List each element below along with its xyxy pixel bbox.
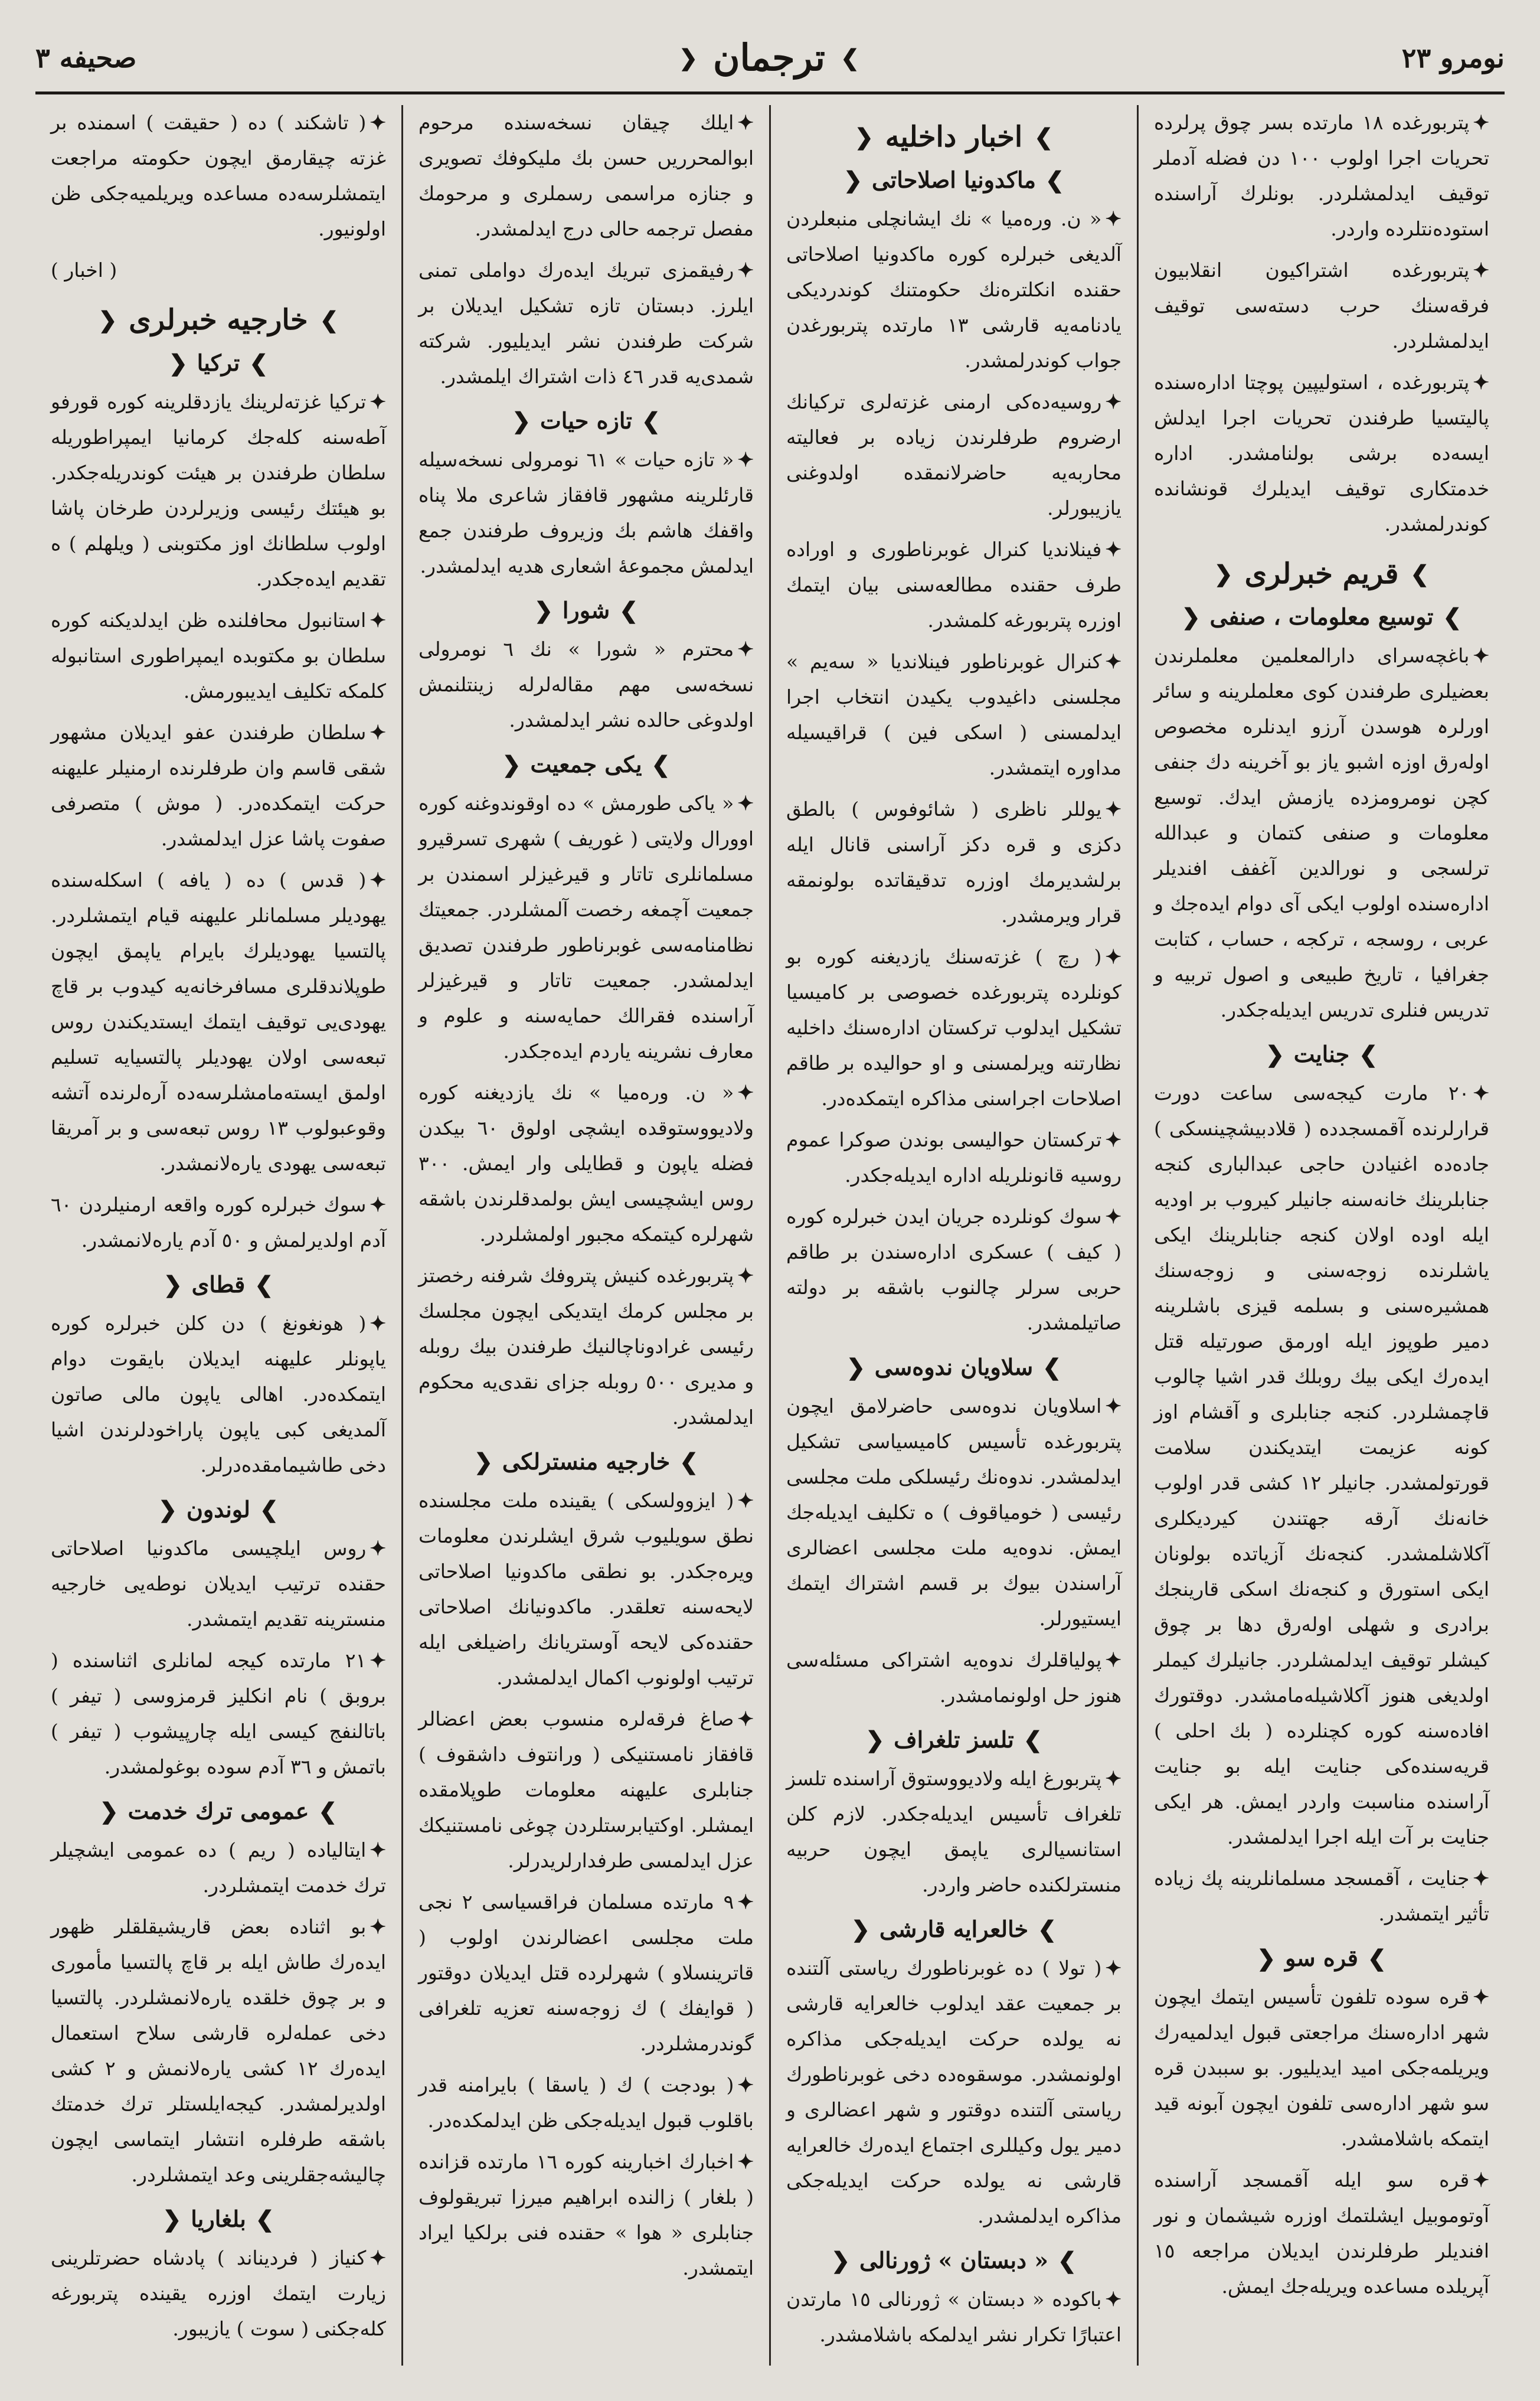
- bullet-star-icon: ✦: [737, 1081, 754, 1104]
- ornament-left-icon: ❮: [1214, 560, 1233, 587]
- news-paragraph: [786, 1951, 1122, 2234]
- news-paragraph: [1154, 253, 1489, 359]
- paragraph-text: ( رچ ) غزته‌سنك یازدیغنه کوره بو کونلرده پتربورغده خصوصی بر کامیسیا تشکیل ایدلوب ترکستان اداره‌سنك داخلیه نظارتنه ویرلمسنی و او حوالیده بر طاقم اصلاحات اجراسنی مذاکره ایتمکده‌در.: [786, 945, 1122, 1110]
- paragraph-text: بو اثناده بعض قاریشیقلقلر ظهور ایده‌رك طاش ایله بر قاچ پالتسیا مأموری و بر چوق خلقده یاره‌لانمشلردر. پالتسیا دخی عمله‌لره قارشی سلاح استعمال ایده‌رك ١٢ کشی یاره‌لانمش و ٢ کشی اولدیرلمشدر. کیجه‌ایلستلر ترك خدمتك باشقه طرفلره انتشار ایتماسی ایچون چالیشه‌جقلرینی وعد ایتمشلردر.: [51, 1915, 386, 2186]
- ornament-left-icon: ❮: [846, 1353, 865, 1380]
- news-paragraph: [786, 2282, 1122, 2353]
- news-paragraph: [786, 644, 1122, 786]
- paragraph-text: سوك خبرلره کوره واقعه ارمنیلردن ٦٠ آدم اولدیرلمش و ٥٠ آدم یاره‌لانمشدر.: [51, 1193, 386, 1252]
- bullet-star-icon: ✦: [737, 448, 754, 471]
- paragraph-text: « ن. وره‌میا » نك ایشانچلی منبعلردن آلدیغی خبرلره کوره ماکدونیا اصلاحاتی حقنده انکلتره‌نك حکومتنك کوندردیکی یادنامه‌یه قارشی ١٣ مارتده پتربورغدن جواب کوندرلمشدر.: [786, 207, 1122, 372]
- ornament-left-icon: ❮: [865, 1726, 885, 1753]
- bullet-star-icon: ✦: [737, 259, 754, 282]
- ornament-left-icon: ❮: [163, 1270, 182, 1298]
- bullet-star-icon: ✦: [737, 792, 754, 815]
- news-paragraph: [51, 1531, 386, 1637]
- ornament-right-icon: ❯: [641, 407, 661, 434]
- heading-text: بلغاریا: [191, 2206, 246, 2232]
- paragraph-text: پتربورغده ١٨ مارتده بسر چوق پرلرده تحریات اجرا اولوب ١٠٠ دن فضله آدملر توقیف ایدلمشلردر. بونلرك آراسنده استوده‌نتلرده واردر.: [1154, 111, 1489, 240]
- article-heading: [1154, 1945, 1489, 1971]
- paragraph-text: پولیاقلرك ندوه‌یه اشتراکی مسئله‌سی هنوز حل اولونمامشدر.: [786, 1648, 1122, 1707]
- news-paragraph: [1154, 365, 1489, 542]
- bullet-star-icon: ✦: [1473, 1082, 1489, 1105]
- ornament-right-icon: ❯: [619, 596, 639, 623]
- bullet-star-icon: ✦: [1105, 650, 1122, 673]
- heading-text: اخبار داخلیه: [885, 120, 1023, 153]
- heading-text: « دبستان » ژورنالی: [859, 2247, 1048, 2273]
- article-heading: [786, 166, 1122, 193]
- paragraph-text: ( بودجت ) ك ( یاسقا ) بایرامنه قدر باقلوب قبول ایدیله‌جکی ظن ایدلمکده‌در.: [418, 2073, 754, 2132]
- ornament-left-icon: ❮: [1181, 603, 1201, 630]
- paragraph-text: پتربورغده ، استولیپین پوچتا اداره‌سنده پالیتسیا طرفندن تحریات اجرا ایدلش ایسه‌ده برشی بولنامشدر. اداره خدمتکاری توقیف ایدیلرك قونشانده کوندرلمشدر.: [1154, 371, 1489, 535]
- paragraph-text: ( تولا ) ده غوبرناطورك ریاستی آلتنده بر جمعیت عقد ایدلوب خالعرایه قارشی نه یولده حرکت ایدیله‌جکی مذاکره اولونمشدر. موسقوه‌ده دخی غوبرناطورك ریاستی آلتنده دوقتور و شهر اعضالری و دمیر یول وکیللری اجتماع ایده‌رك خالعرایه قارشی نه یولده حرکت ایدیله‌جکی مذاکره ایدلمشدر.: [786, 1956, 1122, 2227]
- bullet-star-icon: ✦: [737, 111, 754, 134]
- page-label: صحیفه ٣: [35, 41, 137, 74]
- column-3: [401, 105, 769, 2366]
- bullet-star-icon: ✦: [737, 2073, 754, 2096]
- news-paragraph: [418, 2067, 754, 2138]
- bullet-star-icon: ✦: [370, 1537, 386, 1560]
- column-2: [769, 105, 1137, 2366]
- heading-text: خارجیه خبرلری: [129, 303, 308, 337]
- news-paragraph: [418, 786, 754, 1069]
- article-heading: [418, 407, 754, 434]
- paragraph-text: ٩ مارتده مسلمان فراقسیاسی ٢ نجی ملت مجلسی اعضالرندن اولوب ( قاترینسلاو ) شهرلرده قتل ایدیلان دوقتور ( قوایفك ) ك زوجه‌سنه تعزیه تلغرافی گوندرمشلردر.: [418, 1890, 754, 2055]
- paragraph-text: پتربورغ ایله ولادیووستوق آراسنده تلسز تلغراف تأسیس ایدیله‌جکدر. لازم کلن استانسیالری یاپمق ایچون حربیه منسترلکنده حاضر واردر.: [786, 1767, 1122, 1896]
- news-paragraph: [51, 1909, 386, 2193]
- paragraph-text: ( تاشکند ) ده ( حقیقت ) اسمنده بر غزته چیقارمق ایچون حکومته مراجعت ایتمشلرسه‌ده مساعده ویریلمیه‌جکی ظن اولونیور.: [51, 111, 386, 240]
- ornament-left-icon: ❮: [851, 1915, 870, 1942]
- article-heading: [51, 2206, 386, 2232]
- paragraph-text: ترکیا غزته‌لرینك یازدقلرینه کوره قورفو آطه‌سنه کله‌جك کرمانیا ایمپراطوریله سلطان طرفندن بر هیئت کوندریله‌جکدر. بو هیئتك رئیسی وزیرلردن طرخان پاشا اولوب سلطانك اوز مکتوبنی ( ویلهلم ) ه تقدیم ایده‌جکدر.: [51, 390, 386, 590]
- paragraph-text: ترکستان حوالیسی بوندن صوکرا عموم روسیه قانونلریله اداره ایدیله‌جکدر.: [786, 1128, 1122, 1187]
- ornament-right-icon: ❯: [254, 1270, 274, 1298]
- ornament-right-icon: ❯: [255, 2205, 274, 2232]
- ornament-right-icon: ❯: [1042, 1353, 1062, 1380]
- ornament-right-icon: ❯: [319, 306, 339, 333]
- bullet-star-icon: ✦: [1105, 1648, 1122, 1671]
- issue-number: نومرو ٢٣: [1401, 41, 1505, 74]
- column-1: [1137, 105, 1505, 2366]
- masthead: [679, 36, 859, 79]
- heading-text: سلاویان ندوه‌سی: [874, 1354, 1034, 1380]
- article-heading: [51, 349, 386, 376]
- paragraph-text: جنایت ، آقمسجد مسلمانلرینه پك زیاده تأثیر ایتمشدر.: [1154, 1867, 1489, 1925]
- bullet-star-icon: ✦: [370, 609, 386, 632]
- heading-text: قره سو: [1285, 1945, 1358, 1971]
- bullet-star-icon: ✦: [737, 1890, 754, 1913]
- article-heading: [786, 1354, 1122, 1380]
- bullet-star-icon: ✦: [370, 1838, 386, 1861]
- section-heading: [51, 303, 386, 337]
- ornament-right-icon: ❯: [1443, 603, 1462, 630]
- ornament-left-icon: ❮: [162, 2205, 182, 2232]
- news-paragraph: [1154, 1076, 1489, 1855]
- paragraph-text: ( ایزوولسکی ) یقینده ملت مجلسنده نطق سویلیوب شرق ایشلرندن معلومات ویره‌جکدر. بو نطقی ماکدونیا اصلاحاتی لایحه‌سنه تعلقدر. ماکدونیانك اصلاحاتی حقنده‌کی لایحه آوستریانك راضیلغی ایله ترتیب اولونوب اکمال ایدلمشدر.: [418, 1489, 754, 1689]
- article-heading: [51, 1496, 386, 1523]
- news-paragraph: [786, 1761, 1122, 1903]
- bullet-star-icon: ✦: [1473, 2168, 1489, 2191]
- news-paragraph: [51, 863, 386, 1181]
- news-paragraph: [1154, 1979, 1489, 2157]
- news-paragraph: [1154, 1861, 1489, 1932]
- paragraph-text: محترم « شورا » نك ٦ نومرولی نسخه‌سی مهم مقاله‌لرله زینتلنمش اولدوغی حالده نشر ایدلمشدر.: [418, 638, 754, 731]
- article-heading: [1154, 1041, 1489, 1067]
- article-heading: [786, 1916, 1122, 1942]
- news-paragraph: [51, 1832, 386, 1903]
- news-paragraph: [418, 253, 754, 394]
- bullet-star-icon: ✦: [1105, 1956, 1122, 1979]
- paragraph-text: کنیاز ( فردیناند ) پادشاه حضرتلرینی زیارت ایتمك اوزره یقینده پتربورغه کله‌جکنی ( سوت ) یازیبور.: [51, 2246, 386, 2340]
- paragraph-text: فینلاندیا کنرال غوبرناطوری و اوراده طرف حقنده مطالعه‌سنی بیان ایتمك اوزره پتربورغه کلمشدر.: [786, 538, 1122, 632]
- news-paragraph: [786, 1122, 1122, 1193]
- paragraph-text: قره سو ایله آقمسجد آراسنده آوتوموبیل ایشلتمك اوزره شیشمان و نور افندیلر طرفلرندن ایدیلان مراجعه ١٥ آپریلده مساعده ویریله‌جك ایمش.: [1154, 2168, 1489, 2298]
- bullet-star-icon: ✦: [1105, 1205, 1122, 1228]
- source-credit: ( اخبار ): [51, 259, 117, 282]
- bullet-star-icon: ✦: [370, 1649, 386, 1672]
- ornament-right-icon: ❯: [1058, 2246, 1077, 2273]
- bullet-star-icon: ✦: [1105, 1767, 1122, 1790]
- heading-text: عمومی ترك خدمت: [127, 1798, 309, 1824]
- bullet-star-icon: ✦: [370, 868, 386, 891]
- news-paragraph: [418, 2144, 754, 2286]
- news-paragraph: [786, 939, 1122, 1116]
- article-heading: [418, 597, 754, 623]
- news-paragraph: [786, 1199, 1122, 1341]
- bullet-star-icon: ✦: [737, 638, 754, 661]
- ornament-right-icon: ❯: [1367, 1944, 1387, 1971]
- news-paragraph: [51, 384, 386, 597]
- section-heading: [1154, 557, 1489, 590]
- bullet-star-icon: ✦: [370, 111, 386, 134]
- heading-text: توسیع معلومات ، صنفی: [1209, 603, 1434, 630]
- bullet-star-icon: ✦: [370, 1312, 386, 1335]
- paragraph-text: اخبارك اخبارینه کوره ١٦ مارتده قزانده ( بلغار ) زالنده ابراهیم میرزا تبریقولوف جنابلری « هوا » حقنده فنی برلکیا ایراد ایتمشدر.: [418, 2150, 754, 2279]
- heading-text: قطای: [191, 1271, 246, 1298]
- bullet-star-icon: ✦: [1473, 371, 1489, 394]
- heading-text: ماکدونیا اصلاحاتی: [872, 166, 1036, 193]
- heading-text: خارجیه منسترلکی: [502, 1448, 671, 1475]
- paragraph-text: روسیه‌ده‌کی ارمنی غزته‌لری ترکیانك ارضروم طرفلرندن زیاده بر فعالیته محاربه‌یه حاضرلانمقده اولدوغنی یازیبورلر.: [786, 390, 1122, 520]
- ornament-right-icon: ❯: [260, 1495, 279, 1523]
- heading-text: لوندون: [187, 1496, 250, 1523]
- ornament-left-icon: ❮: [854, 123, 874, 150]
- news-paragraph: [786, 792, 1122, 933]
- heading-text: یکی جمعیت: [530, 751, 642, 778]
- paragraph-text: ٢١ مارتده کیجه لمانلری اثناسنده ( بروبق ) نام انکلیز قرمزوسی ( تیفر ) باتالنفج کیسی ایله چارپیشوب ( تیفر ) باتمش و ٣٦ آدم سوده بوغولمشدر.: [51, 1649, 386, 1778]
- news-paragraph: [418, 1701, 754, 1879]
- ornament-right-icon: ❯: [1038, 1915, 1057, 1942]
- news-paragraph: [51, 715, 386, 857]
- paragraph-text: سلطان طرفندن عفو ایدیلان مشهور شقی قاسم وان طرفلرنده ارمنیلر علیهنه حرکت ایتمکده‌در. ( موش ) متصرفی صفوت پاشا عزل ایدلمشدر.: [51, 721, 386, 850]
- heading-text: شورا: [562, 597, 610, 623]
- masthead-title: ترجمان: [713, 36, 826, 79]
- bullet-star-icon: ✦: [370, 1193, 386, 1216]
- paragraph-text: ایلك چیقان نسخه‌سنده مرحوم ابوالمحرریں حسن بك ملیکوفك تصویری و جنازه مراسمی رسملری و مرحومك مفصل ترجمه حالی درج ایدلمشدر.: [418, 111, 754, 240]
- news-paragraph: [51, 1187, 386, 1258]
- bullet-star-icon: ✦: [1473, 111, 1489, 134]
- ornament-right-icon: ❯: [679, 1448, 699, 1475]
- bullet-star-icon: ✦: [1105, 538, 1122, 561]
- article-heading: [786, 1726, 1122, 1753]
- news-paragraph: [51, 105, 386, 247]
- ornament-right-icon: ❯: [249, 349, 269, 376]
- ornament-left-icon: ❮: [512, 407, 531, 434]
- page-header: [35, 24, 1505, 94]
- ornament-right-icon: ❯: [841, 44, 859, 71]
- bullet-star-icon: ✦: [370, 2246, 386, 2269]
- paragraph-text: استانبول محافلنده ظن ایدلدیکنه کوره سلطان بو مکتوبده ایمپراطوری استانبوله کلمکه تکلیف ایدیبورمش.: [51, 609, 386, 703]
- news-paragraph: [418, 105, 754, 247]
- bullet-star-icon: ✦: [1105, 945, 1122, 968]
- section-heading: [786, 120, 1122, 153]
- ornament-left-icon: ❮: [1265, 1040, 1284, 1067]
- article-heading: [418, 1448, 754, 1475]
- news-paragraph: [418, 1884, 754, 2062]
- paragraph-text: پتربورغده اشتراکیون انقلابیون فرقه‌سنك حرب دسته‌سی توقیف ایدلمشلردر.: [1154, 259, 1489, 352]
- ornament-left-icon: ❮: [473, 1448, 493, 1475]
- bullet-star-icon: ✦: [1473, 1985, 1489, 2008]
- news-paragraph: [786, 1389, 1122, 1636]
- news-paragraph: [51, 2240, 386, 2347]
- ornament-left-icon: ❮: [843, 166, 862, 193]
- news-paragraph: [418, 632, 754, 738]
- bullet-star-icon: ✦: [370, 721, 386, 744]
- bullet-star-icon: ✦: [1473, 259, 1489, 282]
- paragraph-text: رفیقمزی تبریك ایده‌رك دواملی تمنی ایلرز. دبستان تازه تشکیل ایدیلان بر شرکت طرفندن نشر ایدیلیور. شرکته شمدی‌یه قدر ٤٦ ذات اشتراك ایلمشدر.: [418, 259, 754, 388]
- news-paragraph: [1154, 105, 1489, 247]
- column-4: [35, 105, 401, 2366]
- ornament-left-icon: ❮: [1257, 1944, 1276, 1971]
- bullet-star-icon: ✦: [737, 1489, 754, 1512]
- ornament-left-icon: ❮: [168, 349, 188, 376]
- news-paragraph: [786, 532, 1122, 638]
- paragraph-text: صاغ فرقه‌لره منسوب بعض اعضالر قافقاز نامستنیکی ( ورانتوف داشقوف ) جنابلری علیهنه معلومات طوپلامقده ایمشلر. اوکتیابرستلردن چوغی نامستنیکك عزل ایدلمسی طرفدارلریدرلر.: [418, 1707, 754, 1872]
- paragraph-text: ( هونغونغ ) دن کلن خبرلره کوره یاپونلر علیهنه ایدیلان بایقوت دوام ایتمکده‌در. اهالی یاپون مالی صاتون آلمدیغی کبی یاپون پاراخودلرندن اشیا دخی طاشیمامقده‌درلر.: [51, 1312, 386, 1476]
- paragraph-text: باکوده « دبستان » ژورنالی ١٥ مارتدن اعتبارًا تکرار نشر ایدلمکه باشلامشدر.: [786, 2288, 1122, 2346]
- paragraph-text: یوللر ناظری ( شائوفوس ) بالطق دکزی و قره دکز آراسنی قانال ایله برلشدیرمك اوزره تدقیقاتده بولونمقه قرار ویرمشدر.: [786, 798, 1122, 927]
- article-heading: [786, 2247, 1122, 2273]
- news-paragraph: [418, 1258, 754, 1435]
- paragraph-text: سوك کونلرده جریان ایدن خبرلره کوره ( کیف ) عسکری اداره‌سندن بر طاقم حربی سرلر چالنوب باشقه بر دولته صاتیلمشدر.: [786, 1205, 1122, 1334]
- news-paragraph: [786, 1642, 1122, 1713]
- news-paragraph: [51, 1306, 386, 1483]
- news-paragraph: [418, 442, 754, 584]
- ornament-left-icon: ❮: [831, 2246, 850, 2273]
- article-heading: [1154, 603, 1489, 630]
- paragraph-text: باغچه‌سرای دارالمعلمین معلملرندن بعضیلری طرفندن کوی معلملرینه و سائر اورلرہ هوسدن آرزو ایدنلره مخصوص اوله‌رق اوزه اشبو یاز بو آخرینه دك جنفی کچن نومرومزده یازمش ایدك. توسیع معلومات و صنفی کتمان و عبدالله ترلسجی و نورالدین آغفف افندیلر اداره‌سنده اولوب ایکی آی دوام ایده‌جك و عربی ، روسجه ، ترکجه ، حساب ، کتابت جغرافیا ، تاریخ طبیعی و اصول تربیه و تدریس فنلری تدریس ایدیله‌جکدر.: [1154, 644, 1489, 1021]
- bullet-star-icon: ✦: [1105, 390, 1122, 413]
- bullet-star-icon: ✦: [1105, 798, 1122, 821]
- news-paragraph: [1154, 2162, 1489, 2304]
- news-paragraph: [418, 1075, 754, 1252]
- article-heading: [418, 751, 754, 778]
- bullet-star-icon: ✦: [370, 1915, 386, 1938]
- ornament-right-icon: ❯: [651, 750, 671, 778]
- bullet-star-icon: ✦: [1105, 1128, 1122, 1151]
- ornament-left-icon: ❮: [158, 1495, 177, 1523]
- article-heading: [51, 1798, 386, 1824]
- paragraph-text: روس ایلچیسی ماکدونیا اصلاحاتی حقنده ترتیب ایدیلان نوطه‌یی خارجیه منسترینه تقدیم ایتمشدر.: [51, 1537, 386, 1631]
- ornament-left-icon: ❮: [98, 306, 117, 333]
- paragraph-text: ایتالیاده ( ریم ) ده عمومی ایشچیلر ترك خدمت ایتمشلردر.: [51, 1838, 386, 1897]
- heading-text: ترکیا: [197, 349, 240, 376]
- paragraph-text: کنرال غوبرناطور فینلاندیا « سه‌یم » مجلسنی داغیدوب یکیدن انتخاب اجرا ایدلمسنی ( اسکی فین ) قراقیسیله مداوره ایتمشدر.: [786, 650, 1122, 779]
- ornament-right-icon: ❯: [318, 1797, 338, 1824]
- bullet-star-icon: ✦: [1105, 207, 1122, 230]
- heading-text: تازه حیات: [540, 407, 632, 434]
- news-paragraph: [51, 1643, 386, 1785]
- paragraph-text: ( قدس ) ده ( یافه ) اسکله‌سنده یهودیلر مسلمانلر علیهنه قیام ایتمشلردر. پالتسیا یهودیلرك بایرام یاپمق ایچون طوپلاندقلری مسافرخانه‌یه کیدوب بر قاچ یهودی‌یی توقیف ایتمك ایستدیکندن روس تبعه‌سی اولان یهودیلر پالتسیایه تسلیم اولمق ایسته‌مامشلرسه‌ده آره‌لرنده آتشه وقوعبولوب ١٣ روس تبعه‌سی و بر آمریقا تبعه‌سی یهودی یاره‌لانمشدر.: [51, 868, 386, 1175]
- heading-text: خالعرایه قارشی: [879, 1916, 1029, 1942]
- paragraph-text: ٢٠ مارت کیجه‌سی ساعت دورت قرارلرنده آقمسجدده ( قلادبیشچینسکی ) جاده‌ده اغنیادن حاجی عبدالباری کنجه جنابلرینك خانه‌سنه جانیلر کیروب بر اودیه ایله اوده اولان کنجه جنابلرینك ایکی یاشلرنده زوجه‌سنی و زوجه‌سنك همشیره‌سنی و بسلمه قیزی باشلرینه دمیر طوپوز ایله اورمق صورتیله قتل ایده‌رك ایکی بیك روبلك قدر اشیا چالوب قاچمشلردر. کنجه جنابلری و آقشام اوز کونه عزیمت ایتدیکندن سلامت قورتولمشدر. جانیلر ١٢ کشی قدر اولوب خانه‌نك آرقه جهتندن کیردیکلری آکلاشلمشدر. کنجه‌نك آزیاتده بولونان ایکی استورق و کنجه‌نك اسکی قارینجك برادری و شهلی اوله‌رق دها بر چوق کیشلر توقیف ایدلمشلردر. جانیلرك کیملر اولدیغی هنوز آکلاشیله‌مامشدر. دوقتورك افاده‌سنه کوره کچنلرده ( بك احلی ) قریه‌سنده‌کی جنایت ایله بو جنایت آراسنده مناسبت واردر ایمش. هر ایکی جنایت بر آت ایله اجرا ایدلمشدر.: [1154, 1082, 1489, 1848]
- news-paragraph: [418, 1483, 754, 1696]
- paragraph-text: « ن. وره‌میا » نك یازدیغنه کوره ولادیووستوقده ایشچی اولوق ٦٠ بیکدن فضله یاپون و قطایلی وار ایمش. ٣٠٠ روس ایشچیسی ایش بولمدقلرندن باشقه شهرلره کیتمکه مجبور اولمشلردر.: [418, 1081, 754, 1246]
- paragraph-text: اسلاویان ندوه‌سی حاضرلامق ایچون پتربورغده تأسیس کامیسیاسی تشکیل ایدلمشدر. ندوه‌نك رئیسلکی ملت مجلسی رئیسی ( خومیاقوف ) ه تکلیف ایدیله‌جك ایمش. ندوه‌یه ملت مجلسی اعضالری آراسندن بیوك بر قسم اشتراك ایتمك ایستیورلر.: [786, 1394, 1122, 1630]
- paragraph-text: قره سوده تلفون تأسیس ایتمك ایچون شهر اداره‌سنك مراجعتی قبول ایدلمیه‌رك ویریلمه‌جکی امید ایدیلیور. بو سببدن قره سو شهر اداره‌سی تلفون ایچون آبونه قید ایتمکه باشلامشدر.: [1154, 1985, 1489, 2150]
- bullet-star-icon: ✦: [1473, 644, 1489, 667]
- ornament-left-icon: ❮: [679, 44, 698, 71]
- ornament-right-icon: ❯: [1034, 123, 1054, 150]
- article-heading: [51, 1271, 386, 1298]
- bullet-star-icon: ✦: [1105, 2288, 1122, 2311]
- heading-text: جنایت: [1293, 1041, 1350, 1067]
- paragraph-text: پتربورغده کنیش پتروفك شرفنه رخصتز بر مجلس کرمك ایتدیکی ایچون مجلسك رئیسی غرادوناچالنیك طرفندن بیك روبله و مدیری ٥٠٠ روبله جزای نقدی‌یه محکوم ایدلمشدر.: [418, 1264, 754, 1429]
- news-paragraph: [786, 201, 1122, 378]
- heading-text: تلسز تلغراف: [894, 1726, 1014, 1753]
- bullet-star-icon: ✦: [737, 2150, 754, 2173]
- ornament-right-icon: ❯: [1045, 166, 1064, 193]
- bullet-star-icon: ✦: [1473, 1867, 1489, 1890]
- bullet-star-icon: ✦: [370, 390, 386, 413]
- ornament-left-icon: ❮: [534, 596, 553, 623]
- bullet-star-icon: ✦: [737, 1264, 754, 1287]
- heading-text: قریم خبرلری: [1244, 557, 1399, 590]
- ornament-right-icon: ❯: [1023, 1726, 1042, 1753]
- bullet-star-icon: ✦: [1105, 1394, 1122, 1417]
- ornament-right-icon: ❯: [1359, 1040, 1378, 1067]
- paragraph-text: « یاکی طورمش » ده اوقوندوغنه کوره اوورال ولایتی ( غوریف ) شهری تسرقیرو مسلمانلری تاتار و قیرغیزلر اسمندن بر جمعیت آچمغه رخصت آلمشلردر. جمعیتك نظامنامه‌سی غوبرناطور طرفندن تصدیق ایدلمشدر. جمعیت تاتار و قیرغیزلر آراسنده فقرالك حمایه‌سنه و علوم و معارف نشرینه یاردم ایده‌جکدر.: [418, 792, 754, 1063]
- columns-container: [35, 105, 1505, 2366]
- news-paragraph: [786, 384, 1122, 526]
- ornament-left-icon: ❮: [502, 750, 521, 778]
- news-paragraph: [51, 603, 386, 709]
- bullet-star-icon: ✦: [737, 1707, 754, 1730]
- ornament-right-icon: ❯: [1410, 560, 1430, 587]
- ornament-left-icon: ❮: [99, 1797, 119, 1824]
- paragraph-text: « تازه حیات » ٦١ نومرولی نسخه‌سیله قارئلرینه مشهور قافقاز شاعری ملا پناه واقفك هاشم بك وزیروف طرفندن جمع ایدلمش مجموعهٔ اشعاری هدیه ایدلمشدر.: [418, 448, 754, 577]
- news-paragraph: [1154, 638, 1489, 1028]
